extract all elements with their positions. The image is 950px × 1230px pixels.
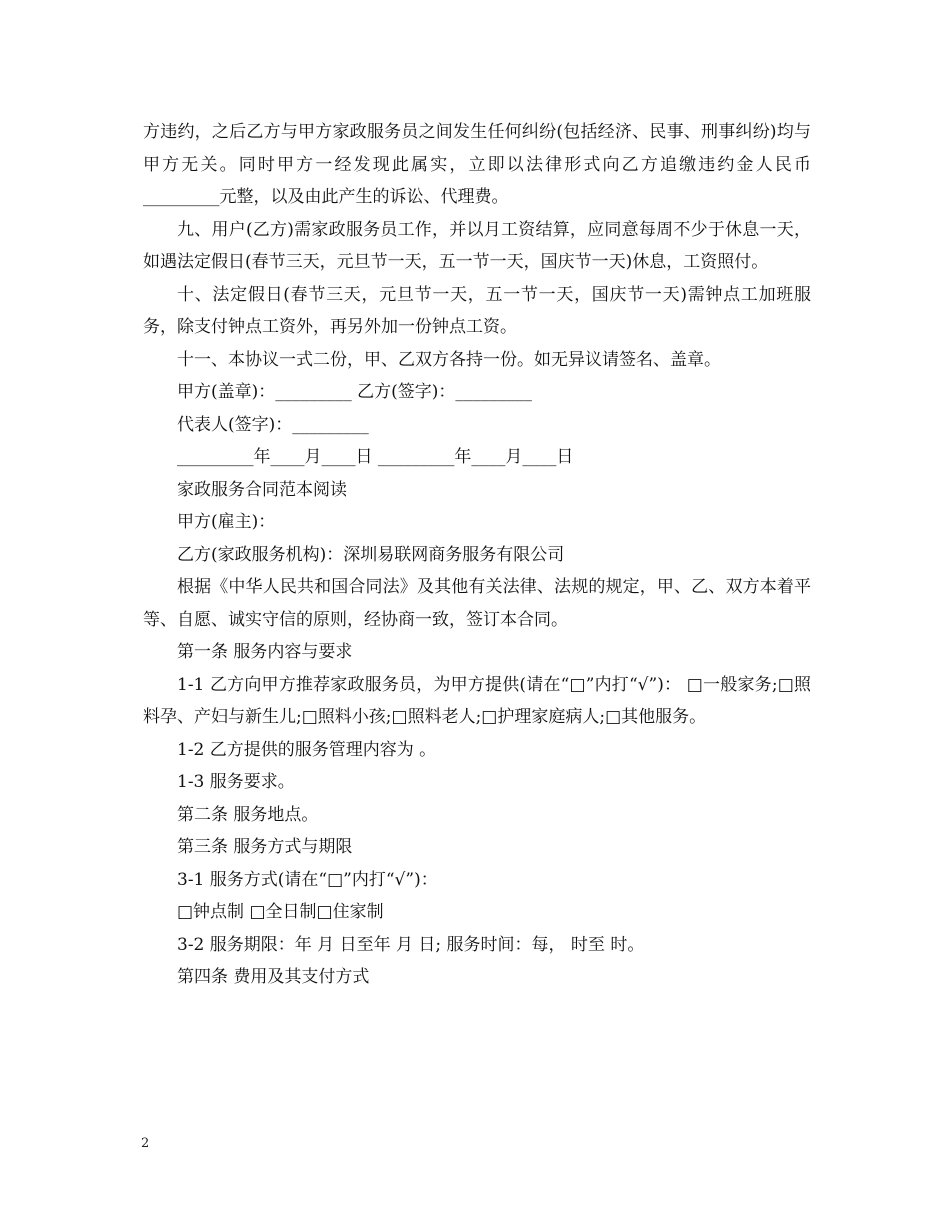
party-a: 甲方(雇主)： xyxy=(177,512,276,532)
signature-line-parties: 甲方(盖章)：_________ 乙方(签字)：_________ xyxy=(177,382,532,402)
signature-line-representative: 代表人(签字)：_________ xyxy=(177,414,369,435)
checkbox-options: □钟点制 □全日制□住家制 xyxy=(177,902,384,922)
article-heading: 第四条 费用及其支付方式 xyxy=(177,967,370,987)
paragraph: 根据《中华人民共和国合同法》及其他有关法律、法规的规定，甲、乙、双方本着平等、自愿、诚实守信的原则，经协商一致，签订本合同。 xyxy=(143,577,811,630)
article-heading: 第三条 服务方式与期限 xyxy=(177,837,353,857)
clause: 1-3 服务要求。 xyxy=(177,772,295,792)
clause: 1-2 乙方提供的服务管理内容为 。 xyxy=(177,739,437,760)
party-b: 乙方(家政服务机构)：深圳易联网商务服务有限公司 xyxy=(177,544,565,565)
clause: 3-2 服务期限：年 月 日至年 月 日; 服务时间：每， 时至 时。 xyxy=(177,934,645,955)
paragraph: 九、用户(乙方)需家政服务员工作，并以月工资结算，应同意每周不少于休息一天，如遇法定假日(春节三天，元旦节一天，五一节一天，国庆节一天)休息，工资照付。 xyxy=(143,219,811,272)
section-title: 家政服务合同范本阅读 xyxy=(177,479,347,500)
date-line: _________年____月____日 _________年____月____日 xyxy=(177,447,574,467)
article-heading: 第一条 服务内容与要求 xyxy=(177,642,353,662)
paragraph: 方违约，之后乙方与甲方家政服务员之间发生任何纠纷(包括经济、民事、刑事纠纷)均与甲方无关。同时甲方一经发现此属实，立即以法律形式向乙方追缴违约金人民币_________元整，以及由此产生的诉讼、代理费。 xyxy=(143,122,811,207)
paragraph: 十一、本协议一式二份，甲、乙双方各持一份。如无异议请签名、盖章。 xyxy=(177,349,721,370)
clause: 3-1 服务方式(请在“□”内打“√”)： xyxy=(177,869,438,890)
document-body xyxy=(143,116,811,994)
article-heading: 第二条 服务地点。 xyxy=(177,804,319,825)
paragraph: 1-1 乙方向甲方推荐家政服务员，为甲方提供(请在“□”内打“√”)： □一般家务;□照料孕、产妇与新生儿;□照料小孩;□照料老人;□护理家庭病人;□其他服务。 xyxy=(143,674,811,727)
paragraph: 十、法定假日(春节三天，元旦节一天，五一节一天，国庆节一天)需钟点工加班服务，除支付钟点工资外，再另外加一份钟点工资。 xyxy=(143,284,811,337)
page-number: 2 xyxy=(141,1136,150,1151)
